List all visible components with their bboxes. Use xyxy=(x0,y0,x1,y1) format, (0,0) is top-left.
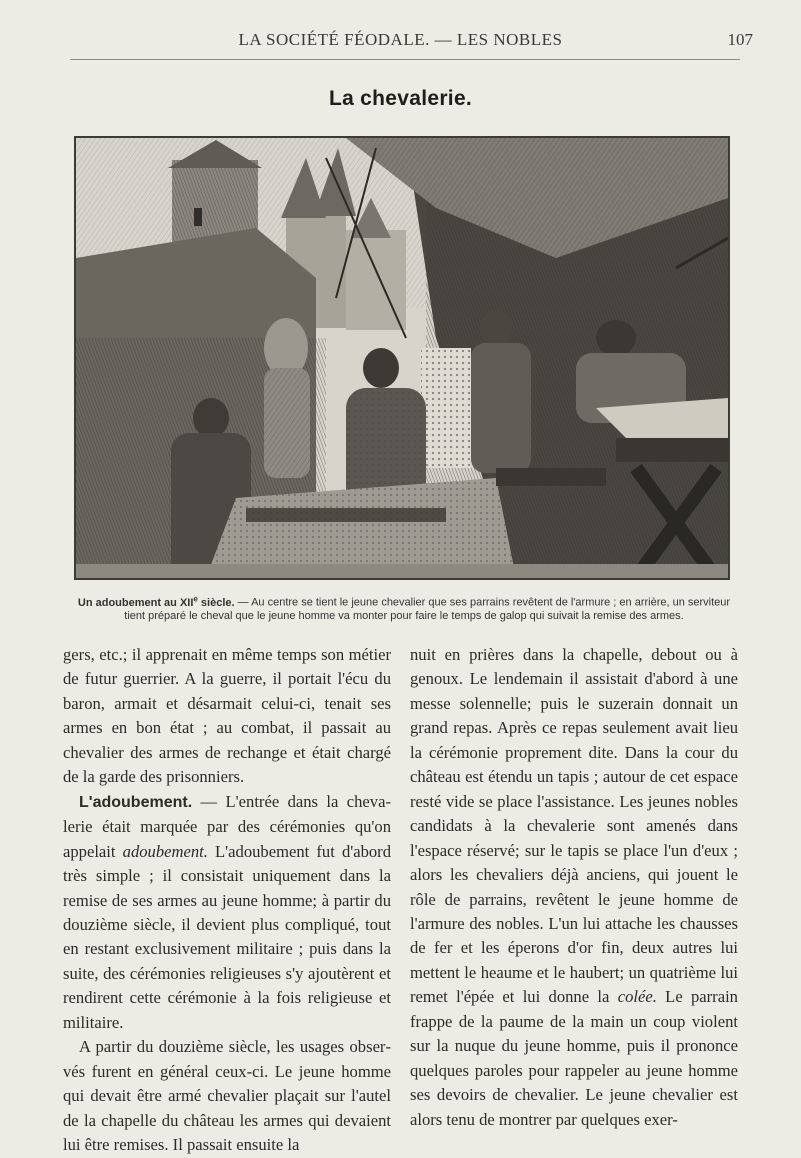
engraving-drawing xyxy=(76,138,728,578)
engraving-illustration xyxy=(74,136,730,580)
caption-lead-end: siècle. xyxy=(197,596,235,609)
header-rule xyxy=(70,59,740,60)
page-number: 107 xyxy=(727,30,753,49)
right-text-column xyxy=(410,643,738,1132)
running-head-title: LA SOCIÉTÉ FÉODALE. — LES NOBLES xyxy=(238,30,563,49)
left-paragraph-2-b: L'adoubement fut d'abord très simple ; il consistait uniquement dans la remise de ses armes au jeune homme; à partir du douzième siècle, il devient plus compliqué, tout en restant exclusivement militaire ; puis dans la suite, des cérémonies religieuses s'y ajoutèrent et rendirent cette cérémonie à la fois religieuse et militaire. xyxy=(63,841,392,1032)
left-paragraph-1: gers, etc.; il apprenait en même temps son métier de futur guerrier. A la guerre, il portait l'écu du baron, armait et désarmait celui-ci, tenait ses armes en bon état ; au combat, il passait au chevalier des armes de rechange et était chargé de la garde des prisonniers. xyxy=(63,645,391,787)
left-paragraph-2 xyxy=(63,790,391,1036)
right-paragraph-1 xyxy=(410,643,738,1132)
caption-superscript: e xyxy=(193,594,198,603)
adoubement-heading: L'adoubement. xyxy=(79,793,193,811)
left-paragraph-2-a: — L'entrée dans la chevalerie était marquée par des cérémonies qu'on appelait xyxy=(63,791,391,861)
figure-caption xyxy=(74,592,734,624)
colee-term: colée. xyxy=(617,987,657,1007)
left-text-column xyxy=(63,643,391,1158)
running-head xyxy=(0,30,801,54)
caption-lead-text: Un adoubement au XII xyxy=(77,596,194,609)
right-paragraph-1-b: Le parrain frappe de la paume de la main un coup violent sur la nuque du jeune homme, puis il prononce quelques paroles pour rappeler au jeune homme ses devoirs de chevalier. Le jeune chevalier est alors tenu de montrer par quelques exer- xyxy=(410,987,738,1129)
adoubement-term: adoubement. xyxy=(122,841,208,861)
section-title: La chevalerie. xyxy=(328,87,473,110)
caption-text: — Au centre se tient le jeune chevalier que ses parrains revêtent de l'armure ; en arrière, un serviteur tient préparé le cheval que le jeune homme va monter pour faire le temps de galop qui suivait la remise des armes. xyxy=(124,596,731,623)
left-paragraph-3: A partir du douzième siècle, les usages observés furent en général ceux-ci. Le jeune homme qui devait être armé chevalier plaçait sur l'autel de la chapelle du château les armes qui devaient lui être remises. Il passait ensuite la xyxy=(63,1037,391,1155)
caption-lead xyxy=(77,594,235,609)
right-paragraph-1-a: nuit en prières dans la chapelle, debout ou à genoux. Le lendemain il assistait d'abord à une messe solennelle; puis le suzerain donnait un grand repas. Après ce repas seulement avait lieu la cérémonie proprement dite. Dans la cour du château est étendu un tapis ; autour de cet espace resté vide se place l'assistance. Les jeunes nobles candidats à la chevalerie sont amenés dans l'espace réservé; sur le tapis se place l'un d'eux ; alors les chevaliers déjà anciens, qui jouent le rôle de parrains, revêtent le jeune homme de l'armure des nobles. L'un lui attache les chausses de fer et les éperons d'or fin, deux autres lui mettent le heaume et le haubert; un quatrième lui remet l'épée et lui donne la xyxy=(410,645,738,1007)
